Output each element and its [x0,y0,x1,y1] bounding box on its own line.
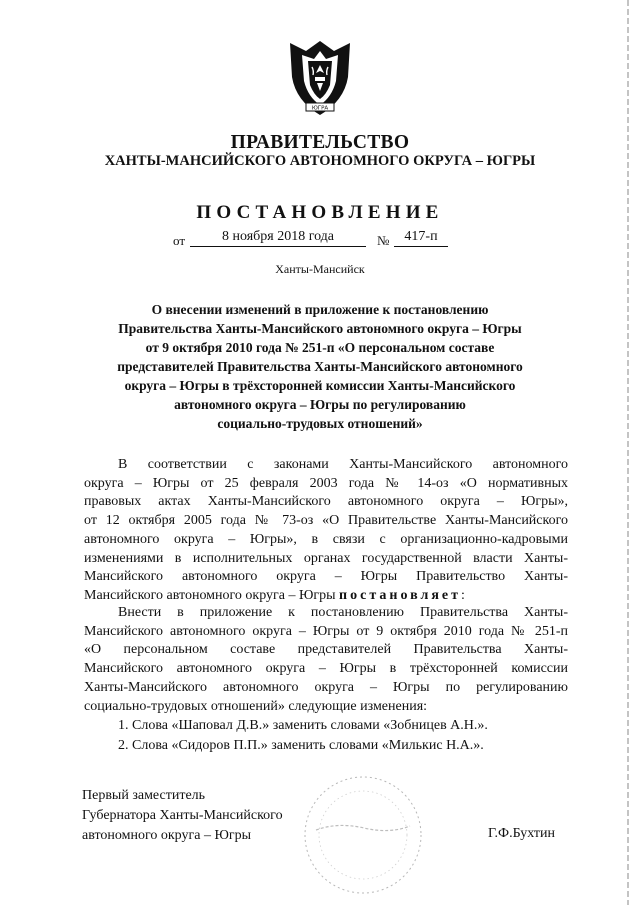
amendment-items [118,716,488,756]
title-line: Правительства Ханты-Мансийского автономного округа – Югры [118,321,522,336]
amendment-item: 1. Слова «Шаповал Д.В.» заменить словами «Зобницев А.Н.». [118,718,488,733]
coat-of-arms-emblem [284,37,356,117]
amendment-line: Мансийского автономного округа – Югры в трёхсторонней комиссии [84,661,568,677]
signatory-name: Г.Ф.Бухтин [488,826,556,841]
government-name-line1: ПРАВИТЕЛЬСТВО [230,132,410,153]
preamble-paragraph [84,456,568,606]
amendment-paragraph [84,604,568,716]
amendment-line: Мансийского автономного округа – Югры от 9 октября 2010 года № 251-п [84,623,568,639]
preamble-line-last [84,587,568,606]
preamble-line: округа – Югры от 25 февраля 2003 года № 14-оз «О нормативных [84,475,568,491]
svg-text:ЮГРА: ЮГРА [311,105,329,112]
document-type-heading: ПОСТАНОВЛЕНИЕ [196,202,444,223]
title-line: от 9 октября 2010 года № 251-п «О персональном составе [145,340,495,355]
document-title [80,300,560,433]
signatory-position-line: автономного округа – Югры [82,828,251,843]
amendment-item: 2. Слова «Сидоров П.П.» заменить словами «Милькис Н.А.». [118,738,484,753]
date-prefix: от [173,233,186,248]
preamble-line: от 12 октября 2005 года № 73-оз «О Правительстве Ханты-Мансийского [84,513,568,529]
title-line: автономного округа – Югры по регулированию [174,397,466,412]
number-prefix: № [377,233,390,248]
amendment-line: Ханты-Мансийского автономного округа – Югры по регулированию [84,679,568,695]
government-name-line2: ХАНТЫ-МАНСИЙСКОГО АВТОНОМНОГО ОКРУГА – ЮГРЫ [104,153,536,169]
resolves-colon: : [461,587,465,603]
scan-edge-line [627,0,629,905]
preamble-line: изменениями в исполнительных органах государственной власти Ханты- [84,550,568,566]
amendment-line: Внести в приложение к постановлению Правительства Ханты- [118,605,568,620]
preamble-line: В соответствии с законами Ханты-Мансийского автономного [118,457,568,472]
resolves-word: постановляет [339,587,461,603]
title-line: представителей Правительства Ханты-Мансийского автономного [117,359,523,374]
document-number: 417-п [394,229,448,247]
official-stamp-impression [298,772,428,898]
amendment-line: социально-трудовых отношений» следующие изменения: [84,698,428,714]
title-line: округа – Югры в трёхсторонней комиссии Ханты-Мансийского [124,378,516,393]
signatory-position-line: Первый заместитель [82,788,206,803]
title-line: О внесении изменений в приложение к постановлению [151,302,489,317]
preamble-line: автономного округа – Югры», в связи с организационно-кадровыми [84,531,568,547]
preamble-line: Мансийского автономного округа – Югры Правительство Ханты- [84,569,568,585]
title-line: социально-трудовых отношений» [217,416,423,431]
preamble-text: Мансийского автономного округа – Югры [84,587,340,603]
amendment-line: «О персональном составе представителей Правительства Ханты- [84,642,568,658]
city-name: Ханты-Мансийск [275,262,365,276]
preamble-line: правовых актах Ханты-Мансийского автономного округа – Югры», [84,494,568,510]
date-number-line [170,229,470,249]
signatory-position-line: Губернатора Ханты-Мансийского [82,808,283,823]
document-date: 8 ноября 2018 года [190,229,366,247]
signatory-position [82,786,283,846]
